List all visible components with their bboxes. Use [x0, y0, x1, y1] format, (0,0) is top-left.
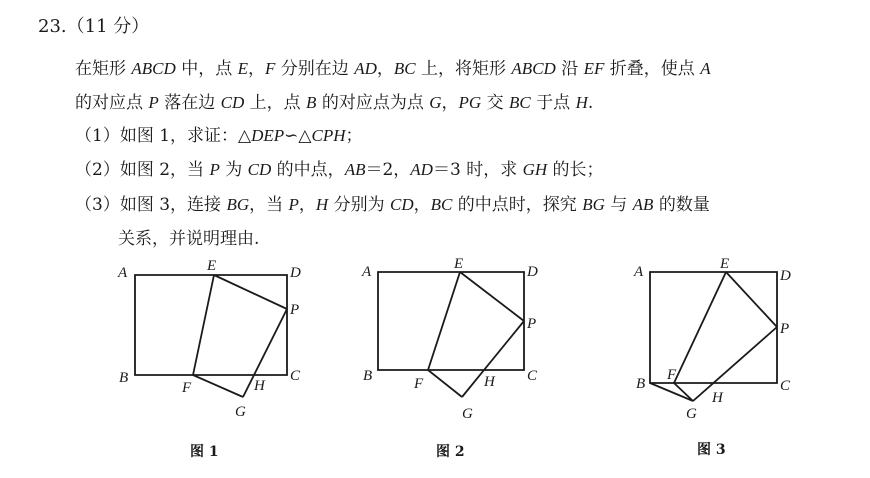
fig3-label-a: A: [634, 264, 644, 280]
figure-2: [361, 256, 538, 422]
segment-ep: [214, 275, 287, 309]
text-run: .: [587, 93, 594, 113]
fig3-label-d: D: [780, 268, 791, 284]
segment-ep: [460, 272, 524, 321]
fig2-label-c: C: [527, 368, 538, 384]
segment-fg: [674, 383, 693, 401]
fold-line-ef: [193, 275, 214, 375]
text-run: ＝2，: [365, 160, 411, 180]
text-run: 落在边: [158, 93, 221, 113]
math-variable: F: [265, 59, 276, 78]
math-variable: BC: [430, 195, 453, 214]
text-run: ，: [376, 59, 394, 79]
text-run: ，: [441, 93, 459, 113]
math-variable: ABCD: [511, 59, 556, 78]
math-variable: AD: [354, 59, 377, 78]
figure-2-caption: 图 2: [436, 444, 465, 460]
text-run: ；: [345, 126, 363, 146]
text-run: 的中点，: [271, 160, 345, 180]
text-run: 的对应点: [75, 93, 149, 113]
figure-1: [117, 258, 301, 420]
fig1-label-a: A: [118, 265, 128, 281]
math-variable: H: [315, 195, 329, 214]
text-run: 的数量: [653, 195, 710, 215]
segment-pg: [693, 327, 777, 401]
fig3-label-e: E: [720, 256, 730, 272]
math-variable: AB: [344, 160, 366, 179]
text-run: 分别在边: [275, 59, 355, 79]
math-variable: BC: [393, 59, 416, 78]
fig2-label-d: D: [527, 264, 538, 280]
math-variable: GH: [522, 160, 548, 179]
figure-1-caption: 图 1: [190, 444, 219, 460]
math-variable: BG: [226, 195, 250, 214]
segment-fg: [193, 375, 243, 397]
figure-3: [633, 256, 791, 422]
fig1-label-d: D: [290, 265, 301, 281]
text-run: ∽△: [284, 126, 312, 146]
fig2-label-a: A: [362, 264, 372, 280]
text-run: 上，点: [244, 93, 307, 113]
text-run: 的对应点为点: [316, 93, 430, 113]
math-variable: PG: [458, 93, 482, 112]
text-run: 在矩形: [75, 59, 132, 79]
fig3-label-f: F: [667, 367, 677, 383]
text-run: 交: [481, 93, 510, 113]
math-variable: AB: [632, 195, 654, 214]
text-run: ＝3 时，求: [432, 160, 523, 180]
text-run: ，: [298, 195, 316, 215]
text-run: 沿: [555, 59, 584, 79]
math-variable: BG: [582, 195, 605, 214]
text-run: ，: [413, 195, 431, 215]
fig1-label-b: B: [119, 370, 129, 386]
fig1-label-p: P: [290, 302, 300, 318]
text-run: 为: [219, 160, 248, 180]
fig3-label-b: B: [636, 376, 646, 392]
math-variable: DEP: [251, 126, 285, 145]
segment-bg: [650, 383, 693, 401]
fold-line-ef: [674, 272, 726, 383]
fig2-label-e: E: [454, 256, 464, 272]
text-run: （3）如图 3，连接: [75, 195, 227, 215]
segment-pg: [243, 309, 287, 397]
math-variable: CD: [247, 160, 272, 179]
math-variable: P: [148, 93, 159, 112]
problem-score: （11 分）: [66, 16, 150, 37]
rectangle-abcd: [378, 272, 524, 370]
fig2-label-f: F: [414, 376, 424, 392]
text-run: ，当: [249, 195, 289, 215]
segment-ep: [726, 272, 777, 327]
text-run: 与: [604, 195, 633, 215]
problem-number-text: 23.: [38, 16, 67, 37]
math-variable: P: [209, 160, 220, 179]
math-variable: CPH: [311, 126, 346, 145]
text-run: 关系，并说明理由.: [118, 229, 260, 249]
fig1-label-c: C: [290, 368, 301, 384]
fold-line-ef: [428, 272, 460, 370]
fig3-label-h: H: [712, 390, 723, 406]
fig1-label-f: F: [182, 380, 192, 396]
fig2-label-p: P: [527, 316, 537, 332]
text-run: 于点: [530, 93, 576, 113]
math-variable: E: [237, 59, 248, 78]
text-run: 分别为: [328, 195, 391, 215]
text-run: 上，将矩形: [415, 59, 512, 79]
math-variable: B: [306, 93, 317, 112]
fig2-label-h: H: [484, 374, 495, 390]
text-run: 的中点时，探究: [452, 195, 583, 215]
fig3-label-p: P: [780, 321, 790, 337]
segment-fg: [428, 370, 462, 397]
text-run: 中，点: [175, 59, 238, 79]
math-variable: EF: [583, 59, 605, 78]
text-run: 折叠，使点: [604, 59, 701, 79]
figure-3-caption: 图 3: [697, 442, 726, 458]
fig3-label-c: C: [780, 378, 791, 394]
fig1-label-g: G: [235, 404, 246, 420]
math-variable: H: [575, 93, 588, 112]
text-run: 的长；: [547, 160, 604, 180]
fig1-label-e: E: [207, 258, 217, 274]
math-variable: AD: [410, 160, 433, 179]
math-variable: CD: [390, 195, 414, 214]
text-run: （2）如图 2，当: [75, 160, 210, 180]
text-run: ，: [248, 59, 265, 79]
math-variable: A: [700, 59, 711, 78]
math-variable: BC: [509, 93, 531, 112]
math-variable: G: [429, 93, 442, 112]
text-run: （1）如图 1，求证：△: [75, 126, 252, 146]
math-variable: P: [288, 195, 299, 214]
fig2-label-b: B: [363, 368, 373, 384]
math-variable: ABCD: [131, 59, 176, 78]
math-variable: CD: [220, 93, 245, 112]
fig2-label-g: G: [462, 406, 473, 422]
fig3-label-g: G: [686, 406, 697, 422]
fig1-label-h: H: [254, 378, 265, 394]
